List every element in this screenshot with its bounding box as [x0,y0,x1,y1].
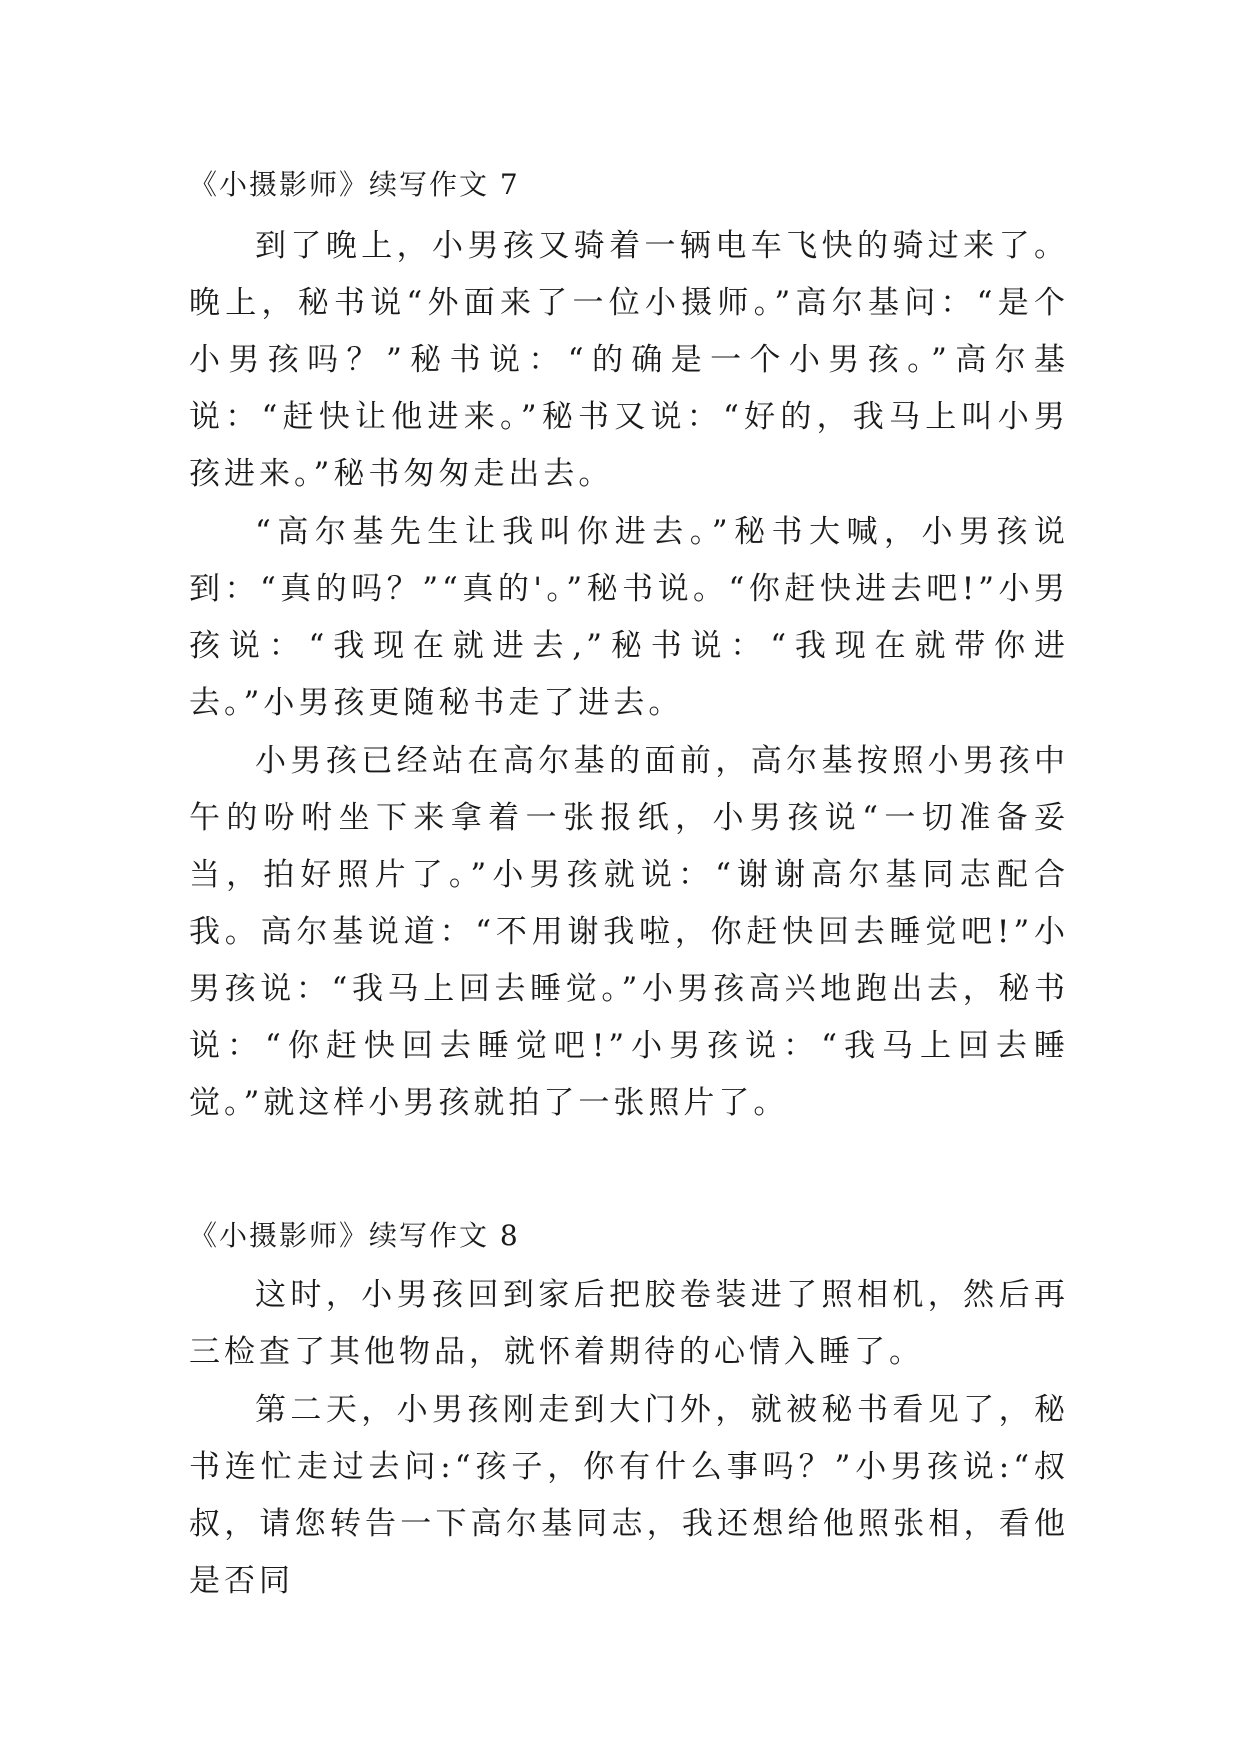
paragraph: 到了晚上，小男孩又骑着一辆电车飞快的骑过来了。晚上，秘书说“外面来了一位小摄师。”高尔基问：“是个小男孩吗？”秘书说：“的确是一个小男孩。”高尔基说：“赶快让他进来。”秘书又说：“好的，我马上叫小男孩进来。”秘书匆匆走出去。 [189,228,1069,492]
section-heading: 《小摄影师》续写作文 8 [189,1219,520,1252]
section-heading: 《小摄影师》续写作文 7 [189,168,520,201]
paragraph: 小男孩已经站在高尔基的面前，高尔基按照小男孩中午的吩咐坐下来拿着一张报纸，小男孩说“一切准备妥当，拍好照片了。”小男孩就说：“谢谢高尔基同志配合我。高尔基说道：“不用谢我啦，你赶快回去睡觉吧!”小男孩说：“我马上回去睡觉。”小男孩高兴地跑出去，秘书说：“你赶快回去睡觉吧!”小男孩说：“我马上回去睡觉。”就这样小男孩就拍了一张照片了。 [189,743,1069,1121]
paragraph: “高尔基先生让我叫你进去。”秘书大喊，小男孩说到：“真的吗？”“真的'。”秘书说。“你赶快进去吧!”小男孩说：“我现在就进去,”秘书说：“我现在就带你进去。”小男孩更随秘书走了进去。 [189,514,1069,721]
paragraph: 第二天，小男孩刚走到大门外，就被秘书看见了，秘书连忙走过去问:“孩子，你有什么事吗？”小男孩说:“叔叔，请您转告一下高尔基同志，我还想给他照张相，看他是否同 [189,1392,1069,1599]
paragraph: 这时，小男孩回到家后把胶卷装进了照相机，然后再三检查了其他物品，就怀着期待的心情入睡了。 [189,1277,1069,1370]
